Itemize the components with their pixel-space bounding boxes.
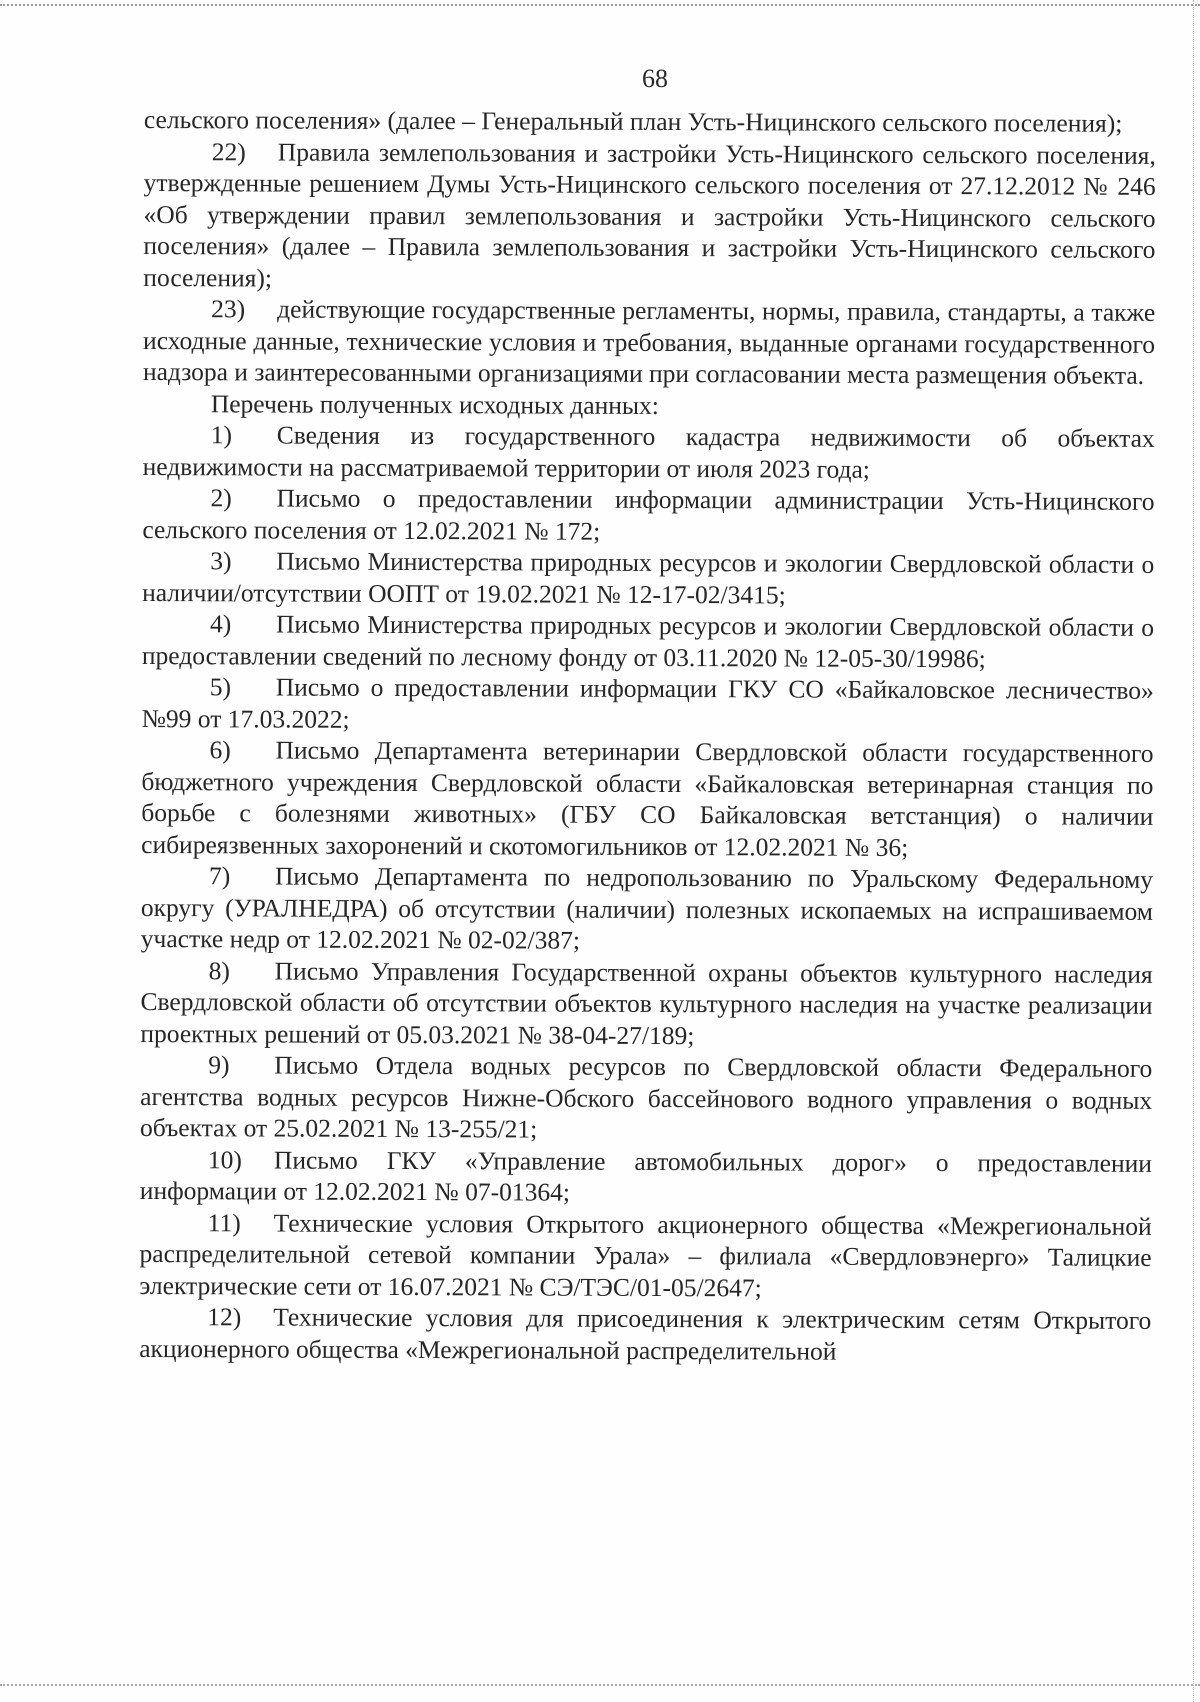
list-item-number: 10) (207, 1144, 243, 1174)
page-number: 68 (642, 64, 668, 93)
list-item-text: Письмо Министерства природных ресурсов и экологии Свердловской области о предоставлении сведений по лесному фонду от 03.11.2020 № 12-05-30/19986; (141, 609, 1155, 673)
list-item-23 (143, 293, 1155, 391)
list-item-text: Письмо Отдела водных ресурсов по Свердловской области Федерального агентства водных ресурсов Нижне-Обского бассейнового водного управления о водных объектах от 25.02.2021 № 13-255/21; (140, 1050, 1153, 1144)
source-data-list (139, 419, 1155, 1368)
list-item (143, 419, 1155, 486)
list-item-text: Технические условия для присоединения к электрическим сетям Открытого акционерного общества «Межрегиональной распределительной (139, 1302, 1152, 1366)
list-item-number: 23) (211, 294, 246, 324)
list-item (139, 1206, 1151, 1304)
list-item (139, 1301, 1151, 1368)
list-item-text: Письмо Департамента по недропользованию по Уральскому Федеральному округу (УРАЛНЕДРА) об отсутствии (наличии) полезных ископаемых на испрашиваемом участке недр от 12.02.2021 № 02-02/387; (140, 861, 1154, 955)
list-item-number: 9) (208, 1050, 230, 1080)
list-item (142, 545, 1154, 612)
scan-edge-right (1193, 0, 1194, 1702)
scan-edge-top (0, 4, 1200, 6)
list-item-number: 12) (207, 1302, 242, 1332)
document-body (139, 104, 1156, 1368)
list-item-text: Письмо о предоставлении информации администрации Усть-Ницинского сельского поселения от 12.02.2021 № 172; (142, 483, 1155, 546)
list-item (140, 954, 1152, 1052)
list-item-text: Технические условия Открытого акционерного общества «Межрегиональной распределительной сетевой компании Урала» – филиала «Свердловэнерго» Талицкие электрические сети от 16.07.2021 № СЭ/ТЭС/01-05/2647; (139, 1208, 1152, 1302)
list-item (141, 860, 1153, 958)
list-item-text: Письмо Министерства природных ресурсов и экологии Свердловской области о наличии/отсутствии ООПТ от 19.02.2021 № 12-17-02/3415; (142, 546, 1155, 609)
list-item-22 (143, 135, 1156, 296)
list-item (140, 1143, 1152, 1210)
list-item (142, 671, 1154, 738)
list-item (141, 734, 1153, 864)
list-item-number: 11) (207, 1207, 241, 1237)
list-item-number: 8) (208, 955, 230, 985)
list-item-text: действующие государственные регламенты, нормы, правила, стандарты, а также исходные данные, технические условия и требования, выданные органами государственного надзора и заинтересованными организациями при согласовании места размещения объекта. (142, 294, 1156, 390)
list-item-text: Письмо Управления Государственной охраны объектов культурного наследия Свердловской области об отсутствии объектов культурного наследия на участке реализации проектных решений от 05.03.2021 № 38-04-27/189; (140, 956, 1153, 1050)
list-item-text: Сведения из государственного кадастра недвижимости об объектах недвижимости на рассматриваемой территории от июля 2023 года; (142, 420, 1155, 484)
list-item (142, 482, 1154, 549)
list-item-number: 6) (209, 735, 231, 765)
list-item-number: 4) (209, 609, 232, 639)
list-item-number: 22) (211, 136, 246, 166)
intro-paragraph: сельского поселения» (далее – Генеральный план Усть-Ницинского сельского поселения); (143, 104, 1123, 138)
list-item (142, 608, 1154, 675)
list-item-number: 2) (210, 483, 232, 513)
list-item-text: Правила землепользования и застройки Усть-Ницинского сельского поселения, утвержденные решением Думы Усть-Ницинского сельского поселения от 27.12.2012 № 246 «Об утверждении правил землепользования и застройки Усть-Ницинского сельского поселения» (далее – Правила землепользования и застройки Усть-Ницинского сельского поселения); (143, 137, 1156, 292)
list-item-number: 1) (210, 420, 233, 450)
list-item (140, 1049, 1152, 1147)
scan-edge-bottom (0, 1684, 1200, 1686)
list-item-number: 3) (210, 546, 232, 576)
list-item-number: 7) (208, 861, 231, 891)
list-heading: Перечень полученных исходных данных: (210, 388, 659, 420)
list-item-number: 5) (209, 672, 232, 702)
list-item-text: Письмо ГКУ «Управление автомобильных дорог» о предоставлении информации от 12.02.2021 № 07-01364; (139, 1145, 1152, 1207)
list-item-text: Письмо о предоставлении информации ГКУ СО «Байкаловское лесничество» №99 от 17.03.2022; (141, 672, 1154, 734)
list-item-text: Письмо Департамента ветеринарии Свердловской области государственного бюджетного учреждения Свердловской области «Байкаловская ветеринарная станция по борьбе с болезнями животных» (ГБУ СО Байкаловская ветстанция) о наличии сибиреязвенных захоронений и скотомогильников от 12.02.2021 № 36; (141, 735, 1154, 862)
